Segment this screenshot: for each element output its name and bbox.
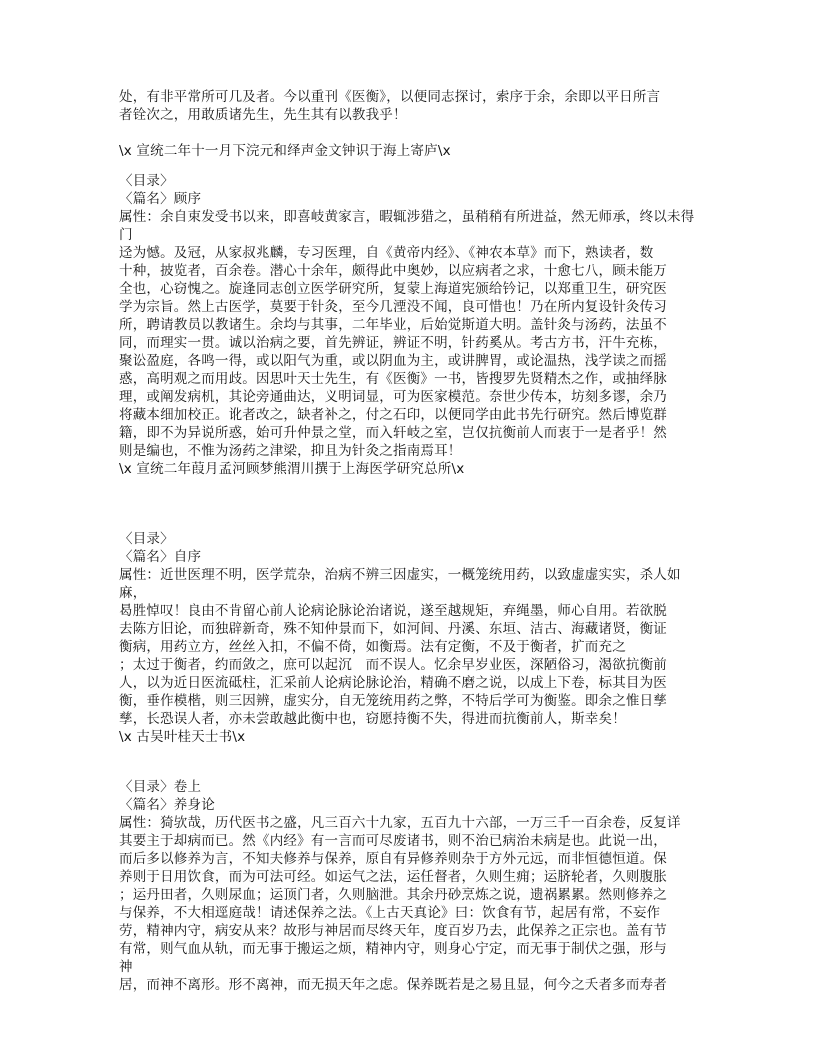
text-line: 迳为憾。及冠，从家叔兆麟，专习医理，自《黄帝内经》、《神农本草》而下，熟读者，数 xyxy=(119,245,654,261)
text-line: 曷胜悼叹！良由不肯留心前人论病论脉论治诸说，遂至越规矩，弃绳墨，师心自用。若欲脱 xyxy=(119,603,667,619)
text-line: 处，有非平常所可几及者。今以重刊《医衡》，以便同志探讨，索序于余，余即以平日所言 xyxy=(119,89,661,105)
text-line: 孳，长恐误人者，亦未尝敢越此衡中也，窃愿持衡不失，得进而抗衡前人，斯幸矣！ xyxy=(119,711,626,727)
text-line: 〈目录〉 xyxy=(119,173,174,189)
text-line: 籍，即不为异说所惑，始可升仲景之堂，而入轩岐之室，岂仅抗衡前人而衷于一是者乎！然 xyxy=(119,425,667,441)
text-line: \x 宣统二年十一月下浣元和绎声金文钟识于海上寄庐\x xyxy=(119,143,451,159)
text-line: 同，而理实一贯。诚以治病之要，首先辨证，辨证不明，针药奚从。考古方书，汗牛充栋， xyxy=(119,335,667,351)
text-line: 其要主于却病而已。然《内经》有一言而可尽废诸书，则不治已病治未病是也。此说一出， xyxy=(119,833,667,849)
text-line: 有常，则气血从轨，而无事于搬运之烦，精神内守，则身心宁定，而无事于制伏之强，形与 xyxy=(119,941,667,957)
text-line: 所，聘请教员以教诸生。余均与其事，二年毕业，后始觉斯道大明。盖针灸与汤药，法虽不 xyxy=(119,317,667,333)
text-line: 衡，垂作模楷，则三因辨，虚实分，自无笼统用药之弊，不特后学可为衡鉴。即余之惟日孳 xyxy=(119,693,667,709)
text-line: 聚讼盈庭，各鸣一得，或以阳气为重，或以阴血为主，或讲脾胃，或论温热，浅学读之而摇 xyxy=(119,353,667,369)
text-line: \x 宣统二年葭月孟河顾梦熊渭川撰于上海医学研究总所\x xyxy=(119,461,465,477)
text-line: \x 古吴叶桂天士书\x xyxy=(119,729,246,745)
text-block-gu-preface xyxy=(119,172,701,478)
text-line: 属性：余自束发受书以来，即喜岐黄家言，暇辄涉猎之，虽稍稍有所进益，然无师承，终以未得门 xyxy=(119,209,695,243)
text-line: 去陈方旧论，而独辟新奇，殊不知仲景而下，如河间、丹溪、东垣、洁古、海藏诸贤，衡证 xyxy=(119,621,667,637)
text-line xyxy=(119,124,701,142)
text-line: 神 xyxy=(119,959,133,975)
text-line: 理，或阐发病机，其论旁通曲达，义明词显，可为医家模范。奈世少传本，坊刻多谬，余乃 xyxy=(119,389,667,405)
text-line: 人，以为近日医流砥柱，汇采前人论病论脉论治，精确不磨之说，以成上下卷，标其目为医 xyxy=(119,675,667,691)
text-line: 属性：猗欤哉，历代医书之盛，凡三百六十九家，五百九十六部，一万三千一百余卷，反复详 xyxy=(119,815,681,831)
text-line: 居，而神不离形。形不离神，而无损天年之虑。保养既若是之易且显，何今之夭者多而寿者 xyxy=(119,977,667,993)
text-line: 〈目录〉卷上 xyxy=(119,779,202,795)
text-line: 十种，披览者，百余卷。潜心十余年，颇得此中奥妙，以应病者之求，十愈七八，顾未能万 xyxy=(119,263,667,279)
text-block-preface-continuation xyxy=(119,88,701,160)
text-line: 属性：近世医理不明，医学荒杂，治病不辨三因虚实，一概笼统用药，以致虚虚实实，杀人如 xyxy=(119,567,681,583)
text-block-self-preface xyxy=(119,530,701,746)
text-line: 全也，心窃愧之。旋逢同志创立医学研究所，复蒙上海道宪颁给钤记，以郑重卫生，研究医 xyxy=(119,281,667,297)
text-line: 与保养，不大相逕庭哉！请述保养之法。《上古天真论》曰：饮食有节，起居有常，不妄作 xyxy=(119,905,661,921)
text-line: 劳，精神内守，病安从来？故形与神居而尽终天年，度百岁乃去，此保养之正宗也。盖有节 xyxy=(119,923,667,939)
text-line: 〈篇名〉自序 xyxy=(119,549,202,565)
text-line: 而后多以修养为言，不知夫修养与保养，原自有异修养则杂于方外元远，而非恒德恒道。保 xyxy=(119,851,667,867)
text-line: ；运丹田者，久则尿血；运顶门者，久则脑泄。其余丹砂烹炼之说，遗祸累累。然则修养之 xyxy=(119,887,667,903)
text-line: 将藏本细加校正。讹者改之，缺者补之，付之石印，以便同学由此书先行研究。然后博览群 xyxy=(119,407,667,423)
text-line: 〈目录〉 xyxy=(119,531,174,547)
text-line: 麻， xyxy=(119,585,147,601)
text-line: 〈篇名〉顾序 xyxy=(119,191,202,207)
text-block-yangshen-essay xyxy=(119,778,701,994)
text-line: 则是编也，不惟为汤药之津梁，抑且为针灸之指南焉耳！ xyxy=(119,443,462,459)
text-line: 学为宗旨。然上古医学，莫要于针灸，至今几湮没不闻，良可惜也！乃在所内复设针灸传习 xyxy=(119,299,667,315)
text-line: 〈篇名〉养身论 xyxy=(119,797,215,813)
text-line: 养则于日用饮食，而为可法可经。如运气之法，运任督者，久则生痈；运脐轮者，久则腹胀 xyxy=(119,869,667,885)
text-line: 衡病，用药立方，丝丝入扣，不偏不倚，如衡焉。法有定衡，不及于衡者，扩而充之 xyxy=(119,639,626,655)
text-line: 惑，高明观之而用歧。因思叶天士先生，有《医衡》一书，皆搜罗先贤精杰之作，或抽绎脉 xyxy=(119,371,667,387)
text-line: 者铨次之，用敢质诸先生，先生其有以教我乎！ xyxy=(119,107,407,123)
text-line: ；太过于衡者，约而敛之，庶可以起沉 而不误人。忆余早岁业医，深陋俗习，渴欲抗衡前 xyxy=(119,657,667,673)
document-content xyxy=(119,88,701,994)
